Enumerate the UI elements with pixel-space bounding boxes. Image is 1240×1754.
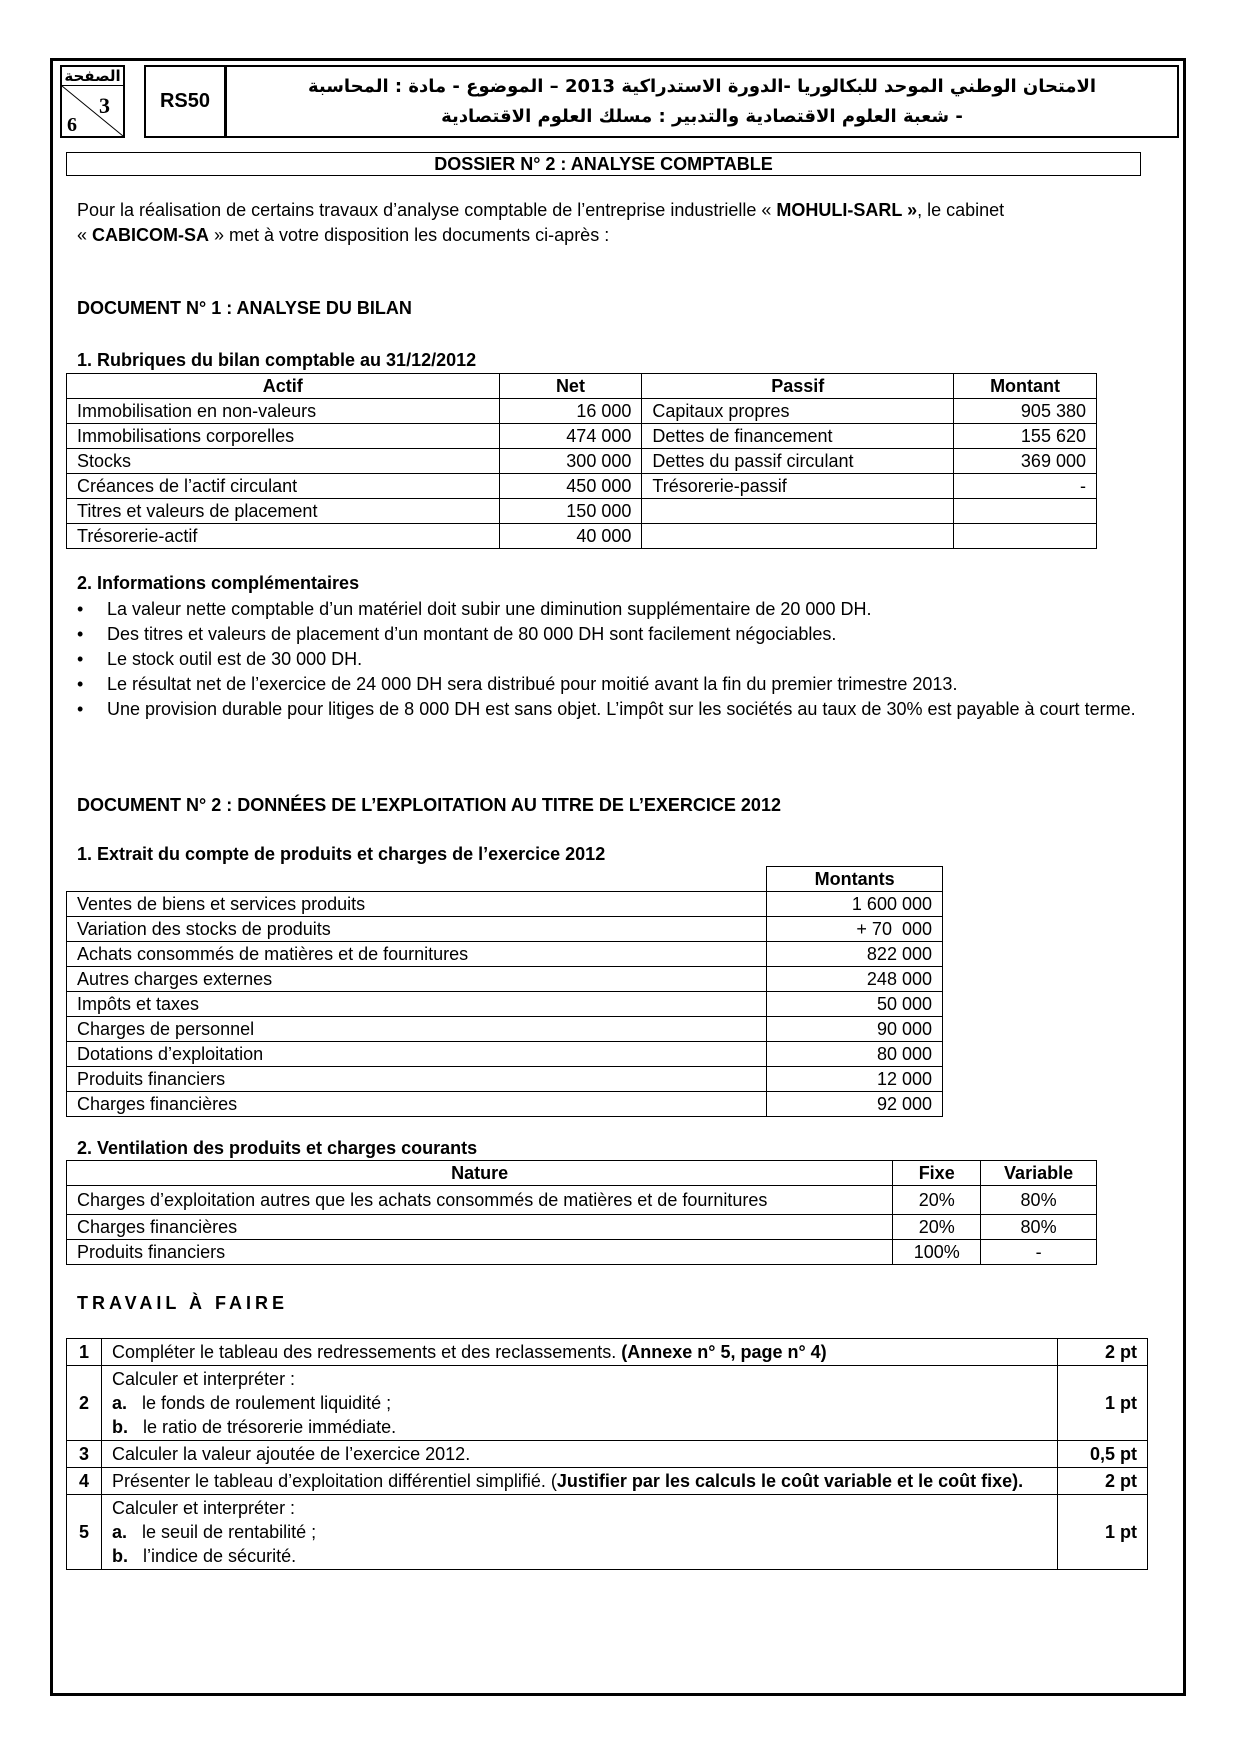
cell: 248 000: [767, 967, 943, 992]
task-text-part: Compléter le tableau des redressements et des reclassements.: [111, 1342, 622, 1362]
cell: Immobilisation en non-valeurs: [67, 399, 500, 424]
cell: 450 000: [499, 474, 642, 499]
task-subitem: le ratio de trésorerie immédiate.: [143, 1417, 397, 1437]
item-label: a.: [111, 1522, 127, 1542]
cell: Capitaux propres: [642, 399, 954, 424]
header-actif: Actif: [67, 374, 500, 399]
list-item: • Le stock outil est de 30 000 DH.: [77, 647, 1187, 672]
item-label: b.: [111, 1417, 128, 1437]
cell: 300 000: [499, 449, 642, 474]
dossier-title: DOSSIER N° 2 : ANALYSE COMPTABLE: [66, 152, 1141, 176]
task-text: Calculer la valeur ajoutée de l’exercice 2012.: [101, 1441, 1057, 1468]
task-number: 1: [67, 1339, 102, 1366]
cell: + 70 000: [767, 917, 943, 942]
task-text: [101, 1366, 1057, 1441]
cell: 12 000: [767, 1067, 943, 1092]
table-row: [67, 967, 943, 992]
cell: 20%: [893, 1186, 981, 1215]
cell: Charges d’exploitation autres que les achats consommés de matières et de fournitures: [67, 1186, 893, 1215]
table-row: [67, 424, 1097, 449]
cell: Charges de personnel: [67, 1017, 767, 1042]
task-text-part: Calculer et interpréter :: [111, 1498, 296, 1518]
cabinet-name: CABICOM-SA: [92, 225, 210, 245]
cell: 1 600 000: [767, 892, 943, 917]
task-points: 2 pt: [1058, 1468, 1148, 1495]
cell: 822 000: [767, 942, 943, 967]
empty-cell: [67, 867, 767, 892]
task-points: 1 pt: [1058, 1366, 1148, 1441]
task-row: [67, 1495, 1148, 1570]
cell: Stocks: [67, 449, 500, 474]
task-points: 0,5 pt: [1058, 1441, 1148, 1468]
cell: Autres charges externes: [67, 967, 767, 992]
task-text: [101, 1339, 1057, 1366]
cell: 474 000: [499, 424, 642, 449]
cell: 16 000: [499, 399, 642, 424]
table-row: [67, 1215, 1097, 1240]
cell: Produits financiers: [67, 1067, 767, 1092]
table-row: [67, 942, 943, 967]
table-row: [67, 1017, 943, 1042]
task-reference: (Annexe n° 5, page n° 4): [621, 1342, 827, 1362]
header-montants: Montants: [767, 867, 943, 892]
cell: Dettes de financement: [642, 424, 954, 449]
intro-text: «: [77, 225, 93, 245]
cell: 905 380: [954, 399, 1097, 424]
exam-title-line2: - شعبة العلوم الاقتصادية والتدبير : مسلك العلوم الاقتصادية: [441, 106, 963, 127]
page-total: 6: [67, 114, 77, 136]
cell: 150 000: [499, 499, 642, 524]
header-nature: Nature: [67, 1161, 893, 1186]
cell: Immobilisations corporelles: [67, 424, 500, 449]
cell: Produits financiers: [67, 1240, 893, 1265]
table-row: [67, 524, 1097, 549]
table-row: [67, 892, 943, 917]
cell: [642, 524, 954, 549]
table-header-row: [67, 867, 943, 892]
ventilation-table: [66, 1160, 1097, 1265]
page-label: الصفحة: [62, 67, 123, 86]
cell: 90 000: [767, 1017, 943, 1042]
doc1-section2-title: 2. Informations complémentaires: [77, 573, 360, 593]
cell: 40 000: [499, 524, 642, 549]
cell: 50 000: [767, 992, 943, 1017]
task-subitem: le fonds de roulement liquidité ;: [142, 1393, 392, 1413]
header-montant: Montant: [954, 374, 1097, 399]
table-row: [67, 474, 1097, 499]
task-number: 3: [67, 1441, 102, 1468]
task-row: [67, 1366, 1148, 1441]
info-list: [77, 597, 1187, 722]
list-item: • Une provision durable pour litiges de 8 000 DH est sans objet. L’impôt sur les sociétés au taux de 30% est payable à court terme.: [77, 697, 1187, 722]
header-net: Net: [499, 374, 642, 399]
header-passif: Passif: [642, 374, 954, 399]
doc2-section2-title: 2. Ventilation des produits et charges courants: [77, 1138, 478, 1158]
cell: Ventes de biens et services produits: [67, 892, 767, 917]
intro-paragraph: Pour la réalisation de certains travaux d’analyse comptable de l’entreprise industrielle « MOHULI-SARL », le cabinet « CABICOM-SA » met à votre disposition les documents ci-après :: [77, 200, 1005, 245]
table-row: [67, 1240, 1097, 1265]
page-number: 3: [99, 93, 110, 118]
task-reference: Justifier par les calculs le coût variable et le coût fixe).: [556, 1471, 1024, 1491]
table-row: [67, 1067, 943, 1092]
doc1-title: DOCUMENT N° 1 : ANALYSE DU BILAN: [77, 298, 412, 318]
cell: -: [981, 1240, 1097, 1265]
list-item: • Des titres et valeurs de placement d’un montant de 80 000 DH sont facilement négociables.: [77, 622, 1187, 647]
travail-title: TRAVAIL À FAIRE: [77, 1293, 289, 1313]
cell: 80%: [981, 1186, 1097, 1215]
task-row: [67, 1339, 1148, 1366]
tasks-table: [66, 1338, 1148, 1570]
task-text-part: Calculer et interpréter :: [111, 1369, 296, 1389]
table-row: [67, 1042, 943, 1067]
task-text: [101, 1495, 1057, 1570]
cell: [642, 499, 954, 524]
task-number: 2: [67, 1366, 102, 1441]
cell: 20%: [893, 1215, 981, 1240]
doc2-section1-title: 1. Extrait du compte de produits et charges de l’exercice 2012: [77, 844, 606, 864]
table-row: [67, 399, 1097, 424]
header-fixe: Fixe: [893, 1161, 981, 1186]
cell: Trésorerie-actif: [67, 524, 500, 549]
task-row: [67, 1468, 1148, 1495]
bilan-table: [66, 373, 1097, 549]
table-row: [67, 449, 1097, 474]
cpc-table: [66, 866, 943, 1117]
item-label: b.: [111, 1546, 128, 1566]
cell: Impôts et taxes: [67, 992, 767, 1017]
table-row: [67, 1092, 943, 1117]
cell: 369 000: [954, 449, 1097, 474]
cell: Charges financières: [67, 1215, 893, 1240]
table-row: [67, 917, 943, 942]
task-text: [101, 1468, 1057, 1495]
cell: Achats consommés de matières et de fournitures: [67, 942, 767, 967]
cell: Titres et valeurs de placement: [67, 499, 500, 524]
page-number-box: [60, 65, 125, 138]
list-item: • La valeur nette comptable d’un matériel doit subir une diminution supplémentaire de 20 000 DH.: [77, 597, 1187, 622]
intro-text: » met à votre disposition les documents ci-après :: [209, 225, 610, 245]
cell: 100%: [893, 1240, 981, 1265]
cell: 155 620: [954, 424, 1097, 449]
cell: Trésorerie-passif: [642, 474, 954, 499]
exam-title: [225, 65, 1179, 138]
task-points: 2 pt: [1058, 1339, 1148, 1366]
table-header-row: [67, 1161, 1097, 1186]
cell: Créances de l’actif circulant: [67, 474, 500, 499]
intro-text: Pour la réalisation de certains travaux d’analyse comptable de l’entreprise industrielle «: [77, 200, 777, 220]
exam-code: RS50: [144, 65, 226, 138]
cell: 80%: [981, 1215, 1097, 1240]
header-variable: Variable: [981, 1161, 1097, 1186]
cell: Dotations d’exploitation: [67, 1042, 767, 1067]
cell: 80 000: [767, 1042, 943, 1067]
company-name: MOHULI-SARL: [776, 200, 903, 220]
cell: Dettes du passif circulant: [642, 449, 954, 474]
doc1-section1-title: 1. Rubriques du bilan comptable au 31/12/2012: [77, 350, 477, 370]
table-row: [67, 992, 943, 1017]
table-row: [67, 499, 1097, 524]
item-label: a.: [111, 1393, 127, 1413]
task-text-part: Présenter le tableau d’exploitation différentiel simplifié. (: [111, 1471, 557, 1491]
cell: [954, 499, 1097, 524]
cell: Charges financières: [67, 1092, 767, 1117]
table-row: [67, 1186, 1097, 1215]
task-subitem: l’indice de sécurité.: [143, 1546, 297, 1566]
exam-title-line1: الامتحان الوطني الموحد للبكالوريا -الدورة الاستدراكية 2013 – الموضوع - مادة : المحاسبة: [307, 76, 1097, 97]
task-row: [67, 1441, 1148, 1468]
task-number: 4: [67, 1468, 102, 1495]
task-subitem: le seuil de rentabilité ;: [142, 1522, 317, 1542]
cell: [954, 524, 1097, 549]
task-points: 1 pt: [1058, 1495, 1148, 1570]
cell: Variation des stocks de produits: [67, 917, 767, 942]
task-number: 5: [67, 1495, 102, 1570]
doc2-title: DOCUMENT N° 2 : DONNÉES DE L’EXPLOITATION AU TITRE DE L’EXERCICE 2012: [77, 795, 781, 815]
list-item: • Le résultat net de l’exercice de 24 000 DH sera distribué pour moitié avant la fin du premier trimestre 2013.: [77, 672, 1187, 697]
table-header-row: [67, 374, 1097, 399]
cell: -: [954, 474, 1097, 499]
cell: 92 000: [767, 1092, 943, 1117]
